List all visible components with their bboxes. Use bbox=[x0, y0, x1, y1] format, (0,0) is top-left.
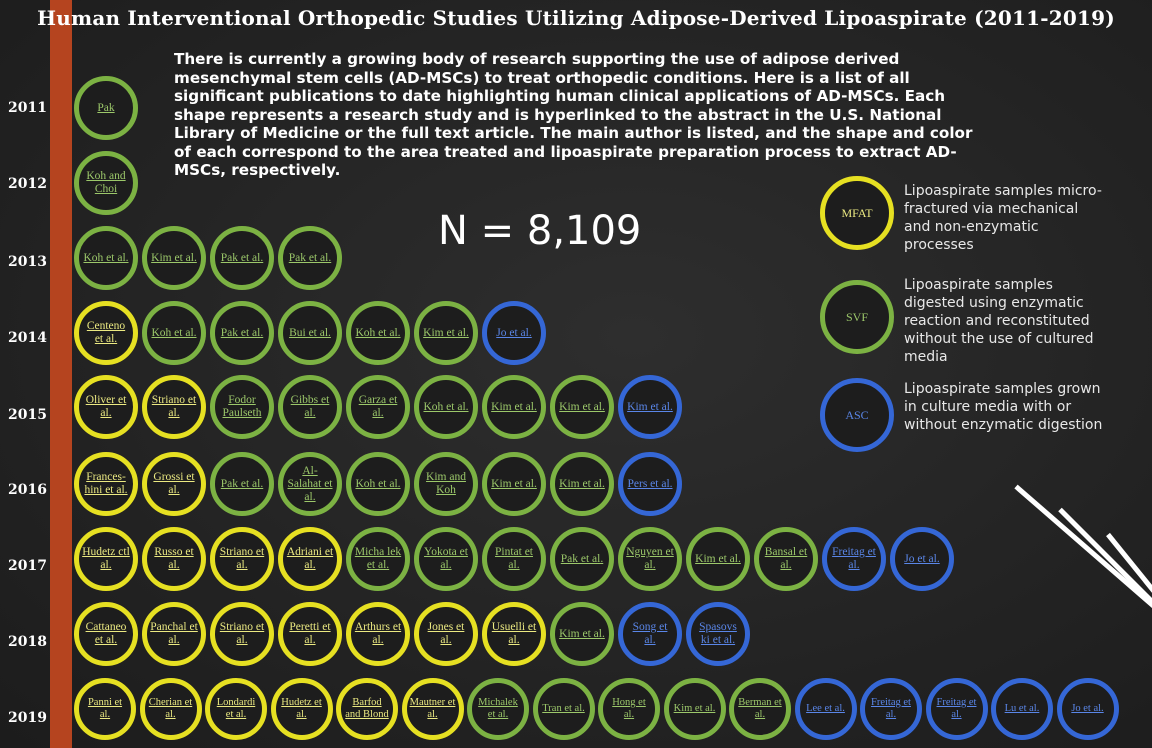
study-label: Striano et al. bbox=[151, 394, 197, 419]
study-link-mfat[interactable] bbox=[271, 678, 333, 740]
study-link-mfat[interactable] bbox=[142, 375, 206, 439]
study-label: Tran et al. bbox=[542, 703, 585, 714]
study-label: Lu et al. bbox=[1004, 703, 1040, 714]
study-link-asc[interactable] bbox=[618, 452, 682, 516]
study-label: Al-Salahat et al. bbox=[287, 464, 333, 503]
study-link-svf[interactable] bbox=[74, 76, 138, 140]
year-label-2014: 2014 bbox=[8, 330, 47, 346]
study-link-mfat[interactable] bbox=[142, 452, 206, 516]
study-link-mfat[interactable] bbox=[74, 678, 136, 740]
study-link-mfat[interactable] bbox=[142, 602, 206, 666]
study-label: Pak et al. bbox=[560, 552, 604, 565]
study-label: Panchal et al. bbox=[150, 621, 198, 646]
study-link-svf[interactable] bbox=[74, 151, 138, 215]
study-link-svf[interactable] bbox=[278, 301, 342, 365]
study-link-svf[interactable] bbox=[142, 226, 206, 290]
study-label: Spasovs ki et al. bbox=[699, 621, 737, 646]
study-label: Koh et al. bbox=[151, 326, 197, 339]
study-link-asc[interactable] bbox=[618, 602, 682, 666]
study-link-asc[interactable] bbox=[686, 602, 750, 666]
study-label: Jo et al. bbox=[1071, 703, 1104, 714]
study-label: Nguyen et al. bbox=[626, 546, 674, 571]
study-link-svf[interactable] bbox=[550, 375, 614, 439]
intro-paragraph: There is currently a growing body of research supporting the use of adipose derived mesenchymal stem cells (AD-MSCs) to treat orthopedic conditions. Here is a list of all significant publications to date highlighting human clinical applications of AD-MSCs. Each shape represents a research study and is hyperlinked to the abstract in the U.S. National Library of Medicine or the full text article. The main author is listed, and the shape and color of each correspond to the area treated and lipoaspirate preparation process to extract AD-MSCs, respectively. bbox=[174, 50, 973, 179]
study-label: Bui et al. bbox=[289, 326, 331, 339]
study-label: Koh et al. bbox=[83, 251, 129, 264]
legend-asc-description: Lipoaspirate samples grown in culture media with or without enzymatic digestion bbox=[904, 381, 1103, 433]
study-label: Hudetz et al. bbox=[281, 697, 322, 720]
year-label-2011: 2011 bbox=[8, 100, 47, 116]
study-link-svf[interactable] bbox=[598, 678, 660, 740]
study-link-mfat[interactable] bbox=[210, 602, 274, 666]
study-link-asc[interactable] bbox=[1057, 678, 1119, 740]
legend-label: MFAT bbox=[841, 205, 873, 220]
study-link-svf[interactable] bbox=[686, 527, 750, 591]
study-label: Cherian et al. bbox=[148, 697, 193, 720]
study-link-svf[interactable] bbox=[414, 452, 478, 516]
study-label: Hong et al. bbox=[612, 697, 646, 720]
study-link-svf[interactable] bbox=[729, 678, 791, 740]
study-label: Jo et al. bbox=[496, 326, 532, 339]
study-label: Freitag et al. bbox=[871, 697, 911, 720]
year-label-2012: 2012 bbox=[8, 176, 47, 192]
legend-svf-swatch bbox=[820, 280, 894, 354]
legend-svf-description: Lipoaspirate samples digested using enzymatic reaction and reconstituted without the use of cultured media bbox=[904, 277, 1094, 365]
study-label: Kim et al. bbox=[559, 627, 605, 640]
study-link-svf[interactable] bbox=[550, 527, 614, 591]
study-label: Jo et al. bbox=[904, 552, 940, 565]
study-label: Kim et al. bbox=[627, 400, 673, 413]
study-label: Pak bbox=[97, 101, 115, 114]
study-label: Kim et al. bbox=[491, 400, 537, 413]
stripe-1 bbox=[1014, 485, 1152, 613]
study-label: Pers et al. bbox=[627, 477, 673, 490]
study-link-svf[interactable] bbox=[533, 678, 595, 740]
study-label: Mautner et al. bbox=[409, 697, 456, 720]
year-label-2018: 2018 bbox=[8, 634, 47, 650]
study-link-mfat[interactable] bbox=[336, 678, 398, 740]
study-label: Koh and Choi bbox=[86, 170, 126, 195]
study-link-mfat[interactable] bbox=[278, 602, 342, 666]
study-label: Kim et al. bbox=[491, 477, 537, 490]
study-label: Koh et al. bbox=[355, 477, 401, 490]
study-label: Bansal et al. bbox=[764, 546, 808, 571]
study-label: Song et al. bbox=[632, 621, 668, 646]
year-label-2013: 2013 bbox=[8, 254, 47, 270]
study-label: Centeno et al. bbox=[86, 320, 126, 345]
study-label: Pintat et al. bbox=[494, 546, 533, 571]
study-link-svf[interactable] bbox=[754, 527, 818, 591]
study-link-mfat[interactable] bbox=[142, 527, 206, 591]
study-label: Pak et al. bbox=[220, 326, 264, 339]
year-label-2017: 2017 bbox=[8, 558, 47, 574]
study-label: Grossi et al. bbox=[153, 471, 195, 496]
study-link-mfat[interactable] bbox=[74, 602, 138, 666]
study-label: Kim et al. bbox=[695, 552, 741, 565]
study-label: Hudetz ctl al. bbox=[82, 546, 130, 571]
study-label: Freitag et al. bbox=[832, 546, 876, 571]
legend-label: SVF bbox=[845, 309, 868, 324]
study-label: Arthurs et al. bbox=[354, 621, 402, 646]
study-link-svf[interactable] bbox=[210, 375, 274, 439]
study-label: Kim et al. bbox=[423, 326, 469, 339]
study-label: Frances-hini et al. bbox=[84, 471, 128, 496]
year-label-2019: 2019 bbox=[8, 710, 47, 726]
page-title: Human Interventional Orthopedic Studies Utilizing Adipose-Derived Lipoaspirate (2011-2019) bbox=[37, 6, 1115, 30]
study-link-svf[interactable] bbox=[210, 452, 274, 516]
study-link-mfat[interactable] bbox=[140, 678, 202, 740]
study-link-mfat[interactable] bbox=[482, 602, 546, 666]
study-label: Yokota et al. bbox=[424, 546, 468, 571]
study-link-asc[interactable] bbox=[795, 678, 857, 740]
study-label: Londardi et al. bbox=[216, 697, 256, 720]
study-label: Freitag et al. bbox=[936, 697, 977, 720]
study-link-svf[interactable] bbox=[550, 452, 614, 516]
study-label: Micha lek et al. bbox=[354, 546, 402, 571]
study-link-svf[interactable] bbox=[482, 452, 546, 516]
year-label-2016: 2016 bbox=[8, 482, 47, 498]
legend-asc-swatch bbox=[820, 378, 894, 452]
legend-mfat-description: Lipoaspirate samples micro-fractured via mechanical and non-enzymatic processes bbox=[904, 183, 1102, 253]
study-link-mfat[interactable] bbox=[74, 301, 138, 365]
study-label: Barfod and Blond bbox=[345, 697, 389, 720]
study-link-mfat[interactable] bbox=[278, 527, 342, 591]
study-link-mfat[interactable] bbox=[74, 452, 138, 516]
timeline-bar bbox=[50, 0, 72, 748]
study-link-svf[interactable] bbox=[210, 301, 274, 365]
study-label: Gibbs et al. bbox=[290, 394, 330, 419]
study-link-svf[interactable] bbox=[210, 226, 274, 290]
study-link-mfat[interactable] bbox=[414, 602, 478, 666]
study-link-svf[interactable] bbox=[664, 678, 726, 740]
study-label: Cattaneo et al. bbox=[85, 621, 127, 646]
study-link-mfat[interactable] bbox=[402, 678, 464, 740]
study-link-asc[interactable] bbox=[618, 375, 682, 439]
study-link-asc[interactable] bbox=[890, 527, 954, 591]
study-label: Koh et al. bbox=[355, 326, 401, 339]
study-link-svf[interactable] bbox=[482, 527, 546, 591]
study-label: Usuelli et al. bbox=[491, 621, 537, 646]
study-link-mfat[interactable] bbox=[74, 527, 138, 591]
study-link-asc[interactable] bbox=[991, 678, 1053, 740]
study-link-svf[interactable] bbox=[346, 375, 410, 439]
study-link-svf[interactable] bbox=[346, 527, 410, 591]
study-link-svf[interactable] bbox=[142, 301, 206, 365]
study-label: Jones et al. bbox=[427, 621, 465, 646]
study-label: Peretti et al. bbox=[289, 621, 331, 646]
study-label: Pak et al. bbox=[220, 477, 264, 490]
study-link-mfat[interactable] bbox=[210, 527, 274, 591]
study-link-asc[interactable] bbox=[860, 678, 922, 740]
study-label: Fodor Paulseth bbox=[222, 394, 262, 419]
study-label: Kim et al. bbox=[151, 251, 197, 264]
study-label: Kim and Koh bbox=[426, 471, 466, 496]
study-link-svf[interactable] bbox=[346, 452, 410, 516]
study-link-asc[interactable] bbox=[926, 678, 988, 740]
study-link-mfat[interactable] bbox=[74, 375, 138, 439]
study-label: Berman et al. bbox=[738, 697, 782, 720]
study-label: Koh et al. bbox=[423, 400, 469, 413]
study-link-svf[interactable] bbox=[550, 602, 614, 666]
study-label: Oliver et al. bbox=[85, 394, 127, 419]
study-link-svf[interactable] bbox=[414, 375, 478, 439]
study-label: Adriani et al. bbox=[286, 546, 334, 571]
study-link-svf[interactable] bbox=[467, 678, 529, 740]
year-label-2015: 2015 bbox=[8, 407, 47, 423]
legend-mfat-swatch bbox=[820, 176, 894, 250]
study-label: Lee et al. bbox=[806, 703, 845, 714]
study-label: Striano et al. bbox=[219, 546, 265, 571]
study-label: Kim et al. bbox=[559, 477, 605, 490]
study-label: Russo et al. bbox=[154, 546, 194, 571]
study-link-svf[interactable] bbox=[346, 301, 410, 365]
study-label: Pak et al. bbox=[220, 251, 264, 264]
study-link-asc[interactable] bbox=[482, 301, 546, 365]
study-label: Kim et al. bbox=[559, 400, 605, 413]
study-label: Garza et al. bbox=[358, 394, 398, 419]
study-label: Michalek et al. bbox=[478, 697, 518, 720]
total-count: N = 8,109 bbox=[438, 208, 642, 254]
study-link-mfat[interactable] bbox=[205, 678, 267, 740]
study-link-asc[interactable] bbox=[822, 527, 886, 591]
study-link-svf[interactable] bbox=[618, 527, 682, 591]
study-link-svf[interactable] bbox=[482, 375, 546, 439]
study-link-svf[interactable] bbox=[278, 226, 342, 290]
study-link-svf[interactable] bbox=[278, 375, 342, 439]
study-label: Striano et al. bbox=[219, 621, 265, 646]
study-label: Kim et al. bbox=[673, 703, 716, 714]
legend-label: ASC bbox=[845, 407, 869, 422]
study-link-svf[interactable] bbox=[414, 301, 478, 365]
study-label: Pak et al. bbox=[288, 251, 332, 264]
study-link-mfat[interactable] bbox=[346, 602, 410, 666]
study-link-svf[interactable] bbox=[414, 527, 478, 591]
study-link-svf[interactable] bbox=[74, 226, 138, 290]
study-label: Panni et al. bbox=[87, 697, 123, 720]
study-link-svf[interactable] bbox=[278, 452, 342, 516]
